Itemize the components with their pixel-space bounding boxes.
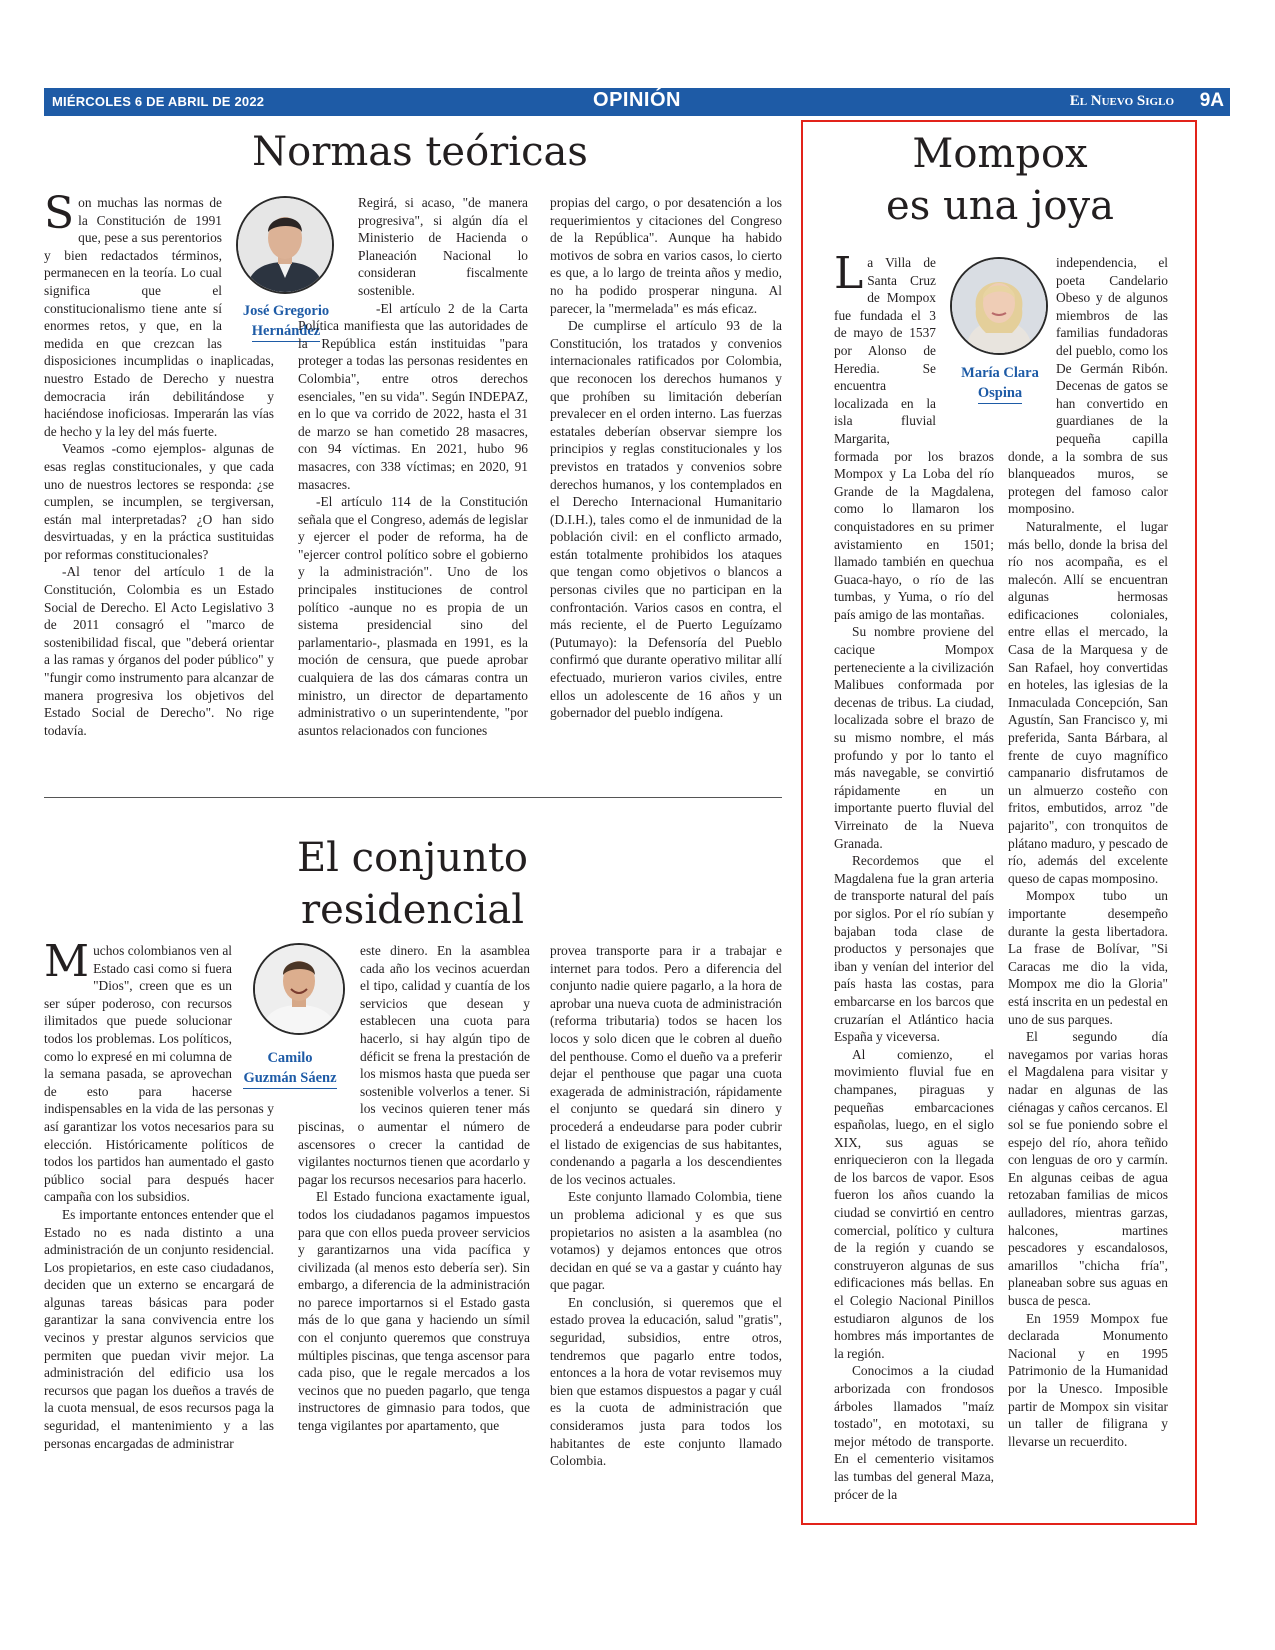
article3-column-2 — [1008, 254, 1168, 1450]
page-header — [44, 88, 1230, 116]
paragraph: independencia, el poeta Candelario Obeso y de algunos miembros de las familias fundadoras del pueblo, como los De Germán Ribón. Decenas de gatos se han convertido en guardianes de la pequeña capilla donde, a la sombra de sus blanqueados muros, se protegen del famoso calor momposino. — [1008, 255, 1168, 517]
article1-title: Normas teóricas — [252, 129, 588, 175]
dropcap: S — [44, 188, 75, 239]
paragraph: a Villa de Santa Cruz de Mompox fue fundada el 3 de mayo de 1537 por Alonso de Heredia. Se encuentra localizada en la isla fluvial Margarita, formada por los brazos Mompox y La Loba del río Grande de la Magdalena, como lo llamaron los conquistadores en su primer avistamiento en 1501; llamado también en quechua Guaca-hayo, o río de las tumbas, y Yuma, o río del país amigo de las montañas. — [834, 255, 994, 622]
article2-title-line1: El conjunto — [296, 835, 529, 881]
article2-title-line2: residencial — [301, 887, 524, 933]
paragraph: El Estado funciona exactamente igual, todos los ciudadanos pagamos impuestos para que con ellos pueda proveer servicios y garantizarnos una vida pacífica y civilizada (al menos esto debería ser). Sin embargo, a diferencia de la administración no parece importarnos si el Estado gasta más de lo que gana y haciendo un símil con el conjunto queremos que construya múltiples piscinas, que tenga ascensor para cada piso, que le regale mercados a los vecinos que no pueden pagarlo, que tenga instructores de gimnasio para todos, que tenga vigilantes por apartamento, que — [298, 1189, 530, 1434]
paragraph: Mompox tubo un importante desempeño durante la gesta libertadora. La frase de Bolívar, "Si Caracas me dio la vida, Mompox me dio la Gloria" está inscrita en un pedestal en uno de sus parques. — [1008, 888, 1168, 1027]
paragraph: De cumplirse el artículo 93 de la Constitución, los tratados y convenios internacionales ratificados por Colombia, que reconocen los derechos humanos y que prohíben su limitación deberían prevalecer en el orden interno. Las fuerzas estatales deberían observar siempre los principios y reglas constitucionales y los previstos en tratados y convenios sobre derechos humanos, y los contemplados en el Derecho Internacional Humanitario (D.I.H.), tales como el de inmunidad de la población civil: en el conflicto armado, están totalmente prohibidos los ataques que tengan como objetivos o blancos a personas civiles que no participan en la confrontación. Varios casos en contra, el más reciente, el de Puerto Leguízamo (Putumayo): la Defensoría del Pueblo confirmó que durante operativo militar allí efectuado, murieron varios civiles, entre ellos un adolescente de 16 años y un gobernador del pueblo indígena. — [550, 318, 782, 721]
article3-title-line2: es una joya — [886, 183, 1114, 229]
article1-column-3 — [550, 194, 782, 722]
paragraph: -El artículo 114 de la Constitución señala que el Congreso, además de legislar y ejercer el poder de reforma, ha de "ejercer control político sobre el gobierno y la administración". Uno de los principales instituciones de control político -aunque no es propia de un sistema presidencial sino del parlamentario-, plasmada en 1991, es la moción de censura, que puede aprobar cualquiera de las dos cámaras contra un ministro, un director de departamento administrativo o un superintendente, "por asuntos relacionados con funciones — [298, 494, 528, 738]
paragraph: En 1959 Mompox fue declarada Monumento Nacional y en 1995 Patrimonio de la Humanidad por la Unesco. Imposible partir de Mompox sin visitar un taller de filigrana y llevarse un recuerdito. — [1008, 1310, 1168, 1449]
article2-column-2 — [298, 942, 530, 1435]
paragraph: Es importante entonces entender que el Estado no es nada distinto a una administración de un conjunto residencial. Los propietarios, en este caso ciudadanos, deciden que un externo se encargará de algunas tareas básicas para poder garantizar la sana convivencia entre los vecinos y prestar algunos servicios que permiten que puedan vivir mejor. La administración del edificio usa los recursos que pagan los dueños a través de la cuota mensual, de esos recursos paga la seguridad, el mantenimiento y a las personas encargadas de administrar — [44, 1206, 274, 1451]
article2-column-3 — [550, 942, 782, 1470]
author-last-name: Hernández — [252, 321, 320, 342]
paragraph: Veamos -como ejemplos- algunas de esas reglas constitucionales, y que cada uno de nuestros lectores se responda: ¿se cumplen, se incumplen, se tergiversan, están mal interpretadas? ¿O han sido desvirtuadas, y en la práctica sustituidas por reformas constitucionales? — [44, 441, 274, 562]
dropcap: M — [44, 936, 90, 987]
dropcap: L — [834, 248, 864, 299]
article3-column-1 — [834, 248, 994, 1503]
paragraph: Conocimos a la ciudad arborizada con frondosos árboles llamados "maíz tostado", en mototaxi, su mejor método de transporte. En el cementerio visitamos las tumbas del general Maza, prócer de la — [834, 1363, 994, 1502]
article3-title — [850, 128, 1150, 232]
paragraph: este dinero. En la asamblea cada año los vecinos acuerdan el tipo, calidad y cuantía de los servicios que desean y establecen una cuota para hacerlo, si hay algún tipo de déficit se frena la prestación de los mismos hasta que pueda ser sostenible volverlos a tener. Si los vecinos quieren tener más piscinas, o aumentar el número de ascensores o crecer la cantidad de vigilantes nocturnos tienen que acordarlo y pagar los recursos necesarios para hacerlo. — [298, 943, 530, 1187]
author-first-name: María Clara — [961, 365, 1039, 381]
paragraph: Su nombre proviene del cacique Mompox perteneciente a la civilización Malibues conformada por decenas de tribus. La ciudad, localizada sobre el brazo de su mismo nombre, el más profundo y por lo tanto el más navegable, se convirtió rápidamente en un importante puerto fluvial del Virreinato de la Nueva Granada. — [834, 624, 994, 851]
paragraph: Este conjunto llamado Colombia, tiene un problema adicional y es que sus propietarios no asisten a la asamblea (no votamos) y dejamos entonces que otros decidan en qué se va a gastar y cuánto hay que pagar. — [550, 1189, 782, 1293]
author-first-name: José Gregorio — [242, 303, 330, 319]
paragraph: El segundo día navegamos por varias horas el Magdalena para visitar y nadar en algunas de las ciénagas y caños cercanos. El sol se fue poniendo sobre el espejo del río, ahora teñido con lenguas de oro y carmín. En algunas ceibas de agua retozaban familias de micos aulladores, mientras garzas, halcones, martines pescadores y escandalosos, amarillos "chicha fría", planeaban sobre sus aguas en busca de pesca. — [1008, 1029, 1168, 1309]
article3-title-line1: Mompox — [912, 131, 1088, 177]
author-last-name: Ospina — [978, 383, 1022, 404]
newspaper-name: El Nuevo Siglo — [1069, 93, 1174, 109]
author-last-name: Guzmán Sáenz — [243, 1068, 336, 1089]
paragraph: Al comienzo, el movimiento fluvial fue en champanes, piraguas y pequeñas embarcaciones españolas, luego, en el siglo XIX, sus aguas se enriquecieron con la llegada de los barcos de vapor. Esos fueron los años cuando la ciudad se convirtió en centro comercial, político y cultura de la región y cuando se construyeron algunas de sus edificaciones más bellas. En el Colegio Nacional Pinillos estudiaron algunos de los hombres más importantes de la región. — [834, 1046, 994, 1361]
article-divider — [44, 797, 782, 798]
paragraph: -Al tenor del artículo 1 de la Constitución, Colombia es un Estado Social de Derecho. El Acto Legislativo 3 de 2011 consagró el "marco de sostenibilidad fiscal, que "deberá orientar a las ramas y órganos del poder público" y "fungir como instrumento para alcanzar de manera progresiva los objetivos del Estado Social de Derecho". No rige todavía. — [44, 564, 274, 738]
paragraph: -El artículo 2 de la Carta Política manifiesta que las autoridades de la República están instituidas "para proteger a todas las personas residentes en Colombia", entre otros derechos esenciales, "en su vida". Según INDEPAZ, en lo que va corrido de 2022, hasta el 31 de marzo se han cometido 28 masacres, con 94 víctimas. En 2021, hubo 96 masacres, con 338 víctimas; en 2020, 91 masacres. — [298, 300, 528, 492]
article1-column-1 — [44, 188, 274, 739]
issue-date: MIÉRCOLES 6 DE ABRIL DE 2022 — [52, 94, 265, 109]
article2-title — [240, 832, 585, 936]
page-number: 9A — [1199, 90, 1224, 111]
section-title: OPINIÓN — [593, 89, 681, 111]
article2-column-1 — [44, 936, 274, 1452]
article1-column-2 — [298, 194, 528, 739]
paragraph: Regirá, si acaso, "de manera progresiva", si algún día el Ministerio de Hacienda o Planeación Nacional lo consideran fiscalmente sostenible. — [358, 195, 528, 298]
paragraph: Recordemos que el Magdalena fue la gran arteria de transporte natural del país por siglos. Por el río subían y bajaban toda clase de productos y personajes que iban y venían del interior del país hasta las costas, para embarcarse en los barcos que cruzarían el Atlántico hacia España y viceversa. — [834, 853, 994, 1045]
paragraph: uchos colombianos ven al Estado casi como si fuera "Dios", creen que es un ser súper poderoso, con recursos ilimitados que puede solucionar todos los problemas. Los políticos, como lo expresé en mi columna de la semana pasada, se aprovechan de esto para hacerse indispensables en la vida de las personas y así garantizar los votos necesarios para su elección. Históricamente políticos de todos los partidos han aumentado el gasto público social para después hacer campaña con los subsidios. — [44, 943, 274, 1205]
author-first-name: Camilo — [267, 1050, 313, 1066]
paragraph: propias del cargo, o por desatención a los requerimientos y citaciones del Congreso de la República". Aunque ha habido motivos de sobra en varios casos, lo cierto es que, a lo largo de treinta años y medio, no ha podido prosperar ninguna. Al parecer, la "mermelada" es más eficaz. — [550, 195, 782, 316]
paragraph: provea transporte para ir a trabajar e internet para todos. Pero a diferencia del conjunto nadie quiere pagarlo, a la hora de aprobar una nueva cuota de administración (reforma tributaria) todos se hacen los locos y solo dicen que le cobren al dueño del penthouse. Como el dueño va a preferir dejar el penthouse que pagar una cuota exagerada de administración, rápidamente el conjunto se quedará sin dinero y procederá a endeudarse para poder cubrir el listado de exigencias de sus habitantes, condenando a pagarla a los descendientes de los vecinos actuales. — [550, 943, 782, 1187]
paragraph: Naturalmente, el lugar más bello, donde la brisa del río nos acompaña, es el malecón. Allí se encuentran algunas hermosas edificaciones coloniales, entre ellas el mercado, la Casa de la Marquesa y de San Rafael, hoy convertidas en hoteles, las iglesias de la Inmaculada Concepción, San Agustín, San Francisco y, mi preferida, Santa Bárbara, al frente de cuyo magnífico campanario disfrutamos de un almuerzo costeño con fritos, embutidos, arroz "de pajarito", con tronquitos de plátano maduro, y pescado de río, además del excelente queso de capas momposino. — [1008, 518, 1168, 886]
paragraph: En conclusión, si queremos que el estado provea la educación, salud "gratis", seguridad, subsidios, entre otros, tendremos que pagarlo entre todos, entonces a la hora de votar revisemos muy bien que estamos dispuestos a pagar y cuál es la cuota de administración que consideramos justa para todos los habitantes de este conjunto llamado Colombia. — [550, 1294, 782, 1469]
paragraph: on muchas las normas de la Constitución de 1991 que, pese a sus perentorios y bien redactados términos, permanecen en la teoría. Lo cual significa que el constitucionalismo tiene ante sí enormes retos, y que, en la medida en que crezcan las disposiciones incumplidas o inaplicadas, nuestro Estado de Derecho y nuestra democracia irán debilitándose y haciéndose inoficiosas. Imperarán las vías de hecho y la ley del más fuerte. — [44, 195, 274, 439]
